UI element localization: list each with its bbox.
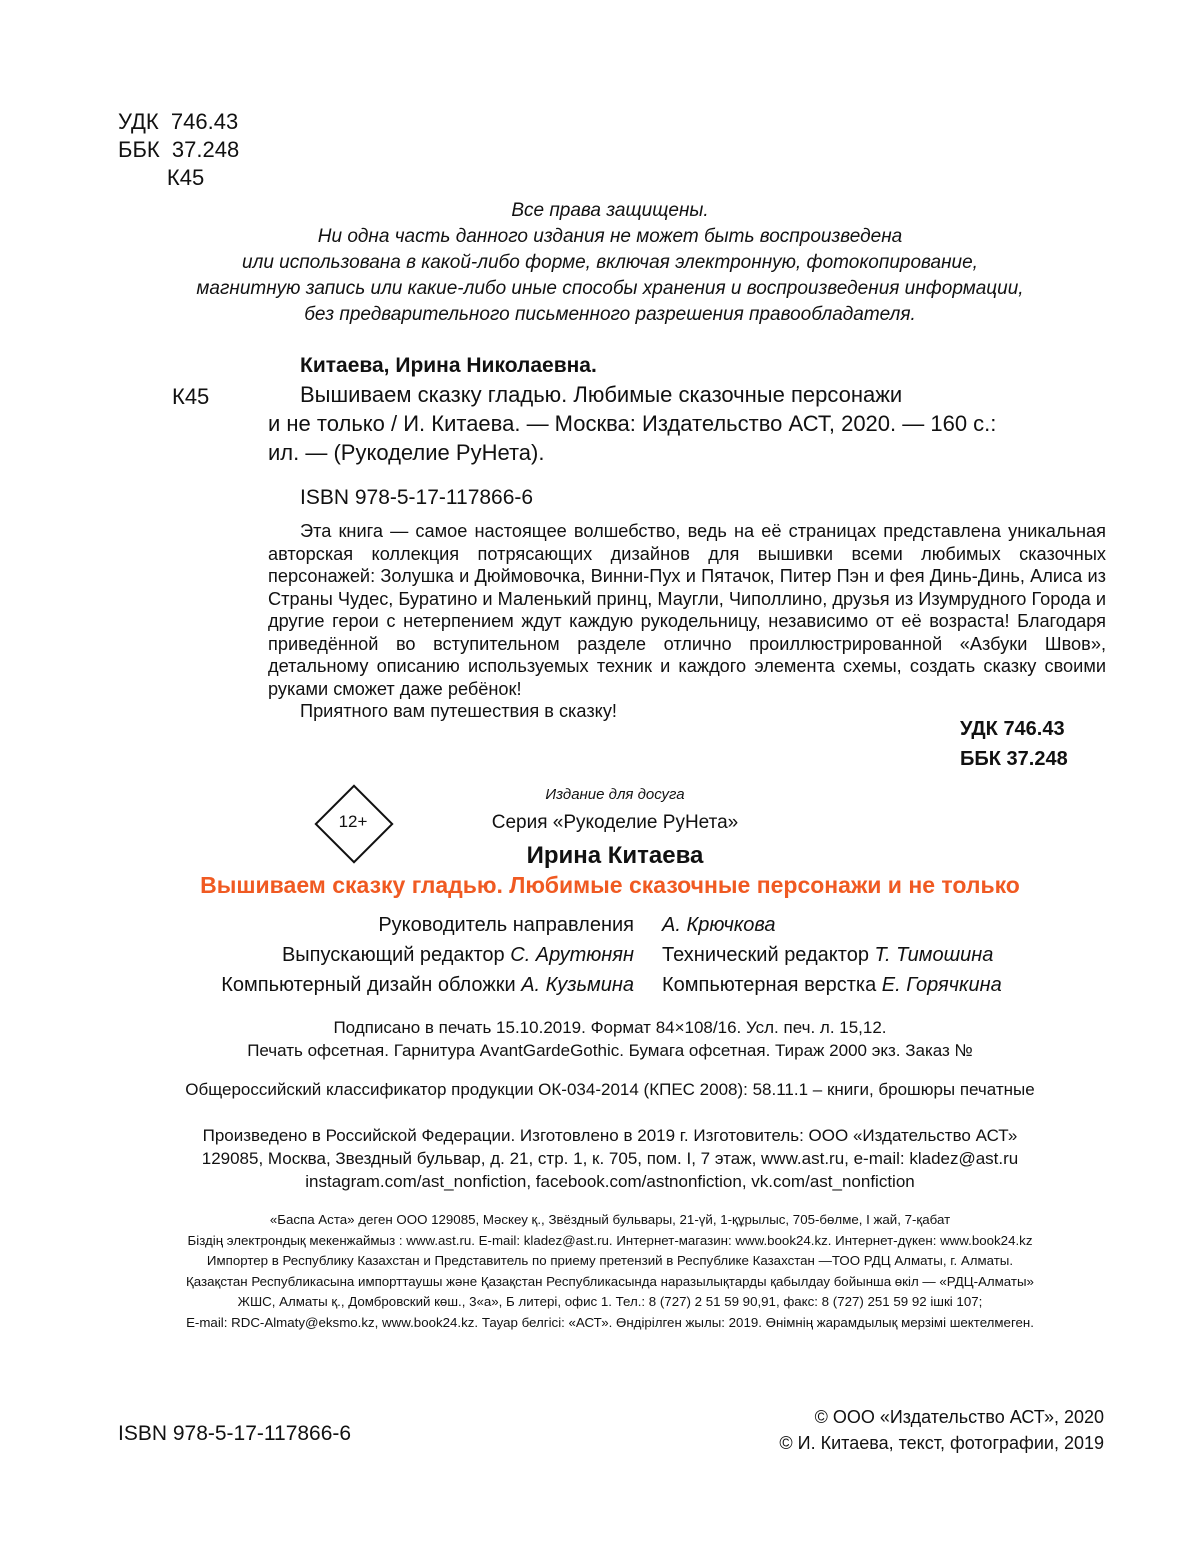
udk-code: УДК 746.43 bbox=[960, 718, 1065, 740]
series-name: Серия «Рукоделие РуНета» bbox=[491, 812, 739, 833]
product-classifier: Общероссийский классификатор продукции ОК-034-2014 (КПЕС 2008): 58.11.1 – книги, брошюры печатные bbox=[185, 1080, 1035, 1099]
credit-head bbox=[100, 910, 662, 940]
author-name: Ирина Китаева bbox=[526, 842, 704, 869]
kazakhstan-line: Біздің электрондық мекенжаймыз : www.ast.ru. E-mail: kladez@ast.ru. Интернет-магазин: www.book24.kz. Интернет-дүкен: www.book24.kz bbox=[187, 1232, 1033, 1248]
age-rating-text: 12+ bbox=[338, 812, 368, 831]
annotation-paragraph: Эта книга — самое настоящее волшебство, ведь на её страницах представлена уникальная авторская коллекция потрясающих дизайнов для вышивки всеми любимых сказочных персонажей: Золушка и Дюймовочка, Винни-Пух и Пятачок, Питер Пэн и фея Динь-Динь, Алиса из Страны Чудес, Буратино и Маленький принц, Маугли, Чиполлино, друзья из Изумрудного Города и другие герои с нетерпением ждут каждую рукодельницу, независимо от её возраста! Благодаря приведённой во вступительном разделе отлично проиллюстрированной «Азбуки Швов», детальному описанию используемых техник и каждого элемента схемы, создать сказку своими руками сможет даже ребёнок! bbox=[268, 521, 1106, 699]
manufacturer-line: Произведено в Российской Федерации. Изготовлено в 2019 г. Изготовитель: ООО «Издательство АСТ» bbox=[202, 1126, 1018, 1145]
print-info bbox=[100, 1016, 1120, 1062]
rights-line: Ни одна часть данного издания не может быть воспроизведена bbox=[317, 226, 903, 247]
credit-label: Выпускающий редактор bbox=[281, 944, 505, 966]
print-line: Подписано в печать 15.10.2019. Формат 84×108/16. Усл. печ. л. 15,12. bbox=[333, 1018, 887, 1037]
credit-exec bbox=[100, 940, 662, 970]
annotation bbox=[268, 520, 1106, 723]
book-title: Вышиваем сказку гладью. Любимые сказочные персонажи и не только bbox=[200, 872, 1020, 898]
rights-line: Все права защищены. bbox=[511, 200, 709, 221]
credit-tech bbox=[662, 940, 1120, 970]
rights-line: или использована в какой-либо форме, включая электронную, фотокопирование, bbox=[242, 252, 978, 273]
copyright bbox=[620, 1404, 1104, 1456]
credit-cover bbox=[100, 970, 662, 1000]
credit-name: А. Крючкова bbox=[662, 914, 776, 936]
credit-label: Руководитель направления bbox=[378, 914, 634, 936]
author-sign: К45 bbox=[118, 165, 205, 190]
udk-bbk-header bbox=[118, 108, 239, 192]
copyright-line: © ООО «Издательство АСТ», 2020 bbox=[814, 1407, 1104, 1427]
credit-name: С. Арутюнян bbox=[510, 944, 634, 966]
manufacturer-line: instagram.com/ast_nonfiction, facebook.com/astnonfiction, vk.com/ast_nonfiction bbox=[305, 1172, 915, 1191]
credits-row bbox=[100, 970, 1120, 1000]
kazakhstan-line: ЖШС, Алматы қ., Домбровский көш., 3«а», Б литері, офис 1. Тел.: 8 (727) 2 51 59 90,91, факс: 8 (727) 251 59 92 ішкі 107; bbox=[237, 1294, 983, 1309]
credit-name: Е. Горячкина bbox=[881, 974, 1002, 996]
credits-row bbox=[100, 910, 1120, 940]
credits bbox=[100, 910, 1120, 1000]
kazakhstan-line: «Баспа Аста» деген ООО 129085, Мәскеу қ., Звёздный бульвары, 21-үй, 1-құрылыс, 705-бөлме, I жай, 7-қабат bbox=[269, 1212, 951, 1227]
bib-line: ил. — (Рукоделие РуНета). bbox=[268, 440, 545, 465]
kazakhstan-line: E-mail: RDC-Almaty@eksmo.kz, www.book24.kz. Тауар белгісі: «АСТ». Өндірілген жылы: 2019. Өнімнің жарамдылық мерзімі шектелмеген. bbox=[186, 1314, 1034, 1330]
annotation-paragraph: Приятного вам путешествия в сказку! bbox=[300, 701, 617, 721]
edition-type: Издание для досуга bbox=[545, 786, 685, 803]
bib-author: Китаева, Ирина Николаевна. bbox=[300, 354, 597, 377]
credit-name: Т. Тимошина bbox=[874, 944, 994, 966]
manufacturer-line: 129085, Москва, Звездный бульвар, д. 21, стр. 1, к. 705, пом. I, 7 этаж, www.ast.ru, e-mail: kladez@ast.ru bbox=[201, 1149, 1019, 1168]
credit-label: Компьютерный дизайн обложки bbox=[221, 974, 516, 996]
kazakhstan-line: Қазақстан Республикасына импорттаушы және Қазақстан Республикасында наразылықтарды қабылдау бойынша өкіл — «РДЦ-Алматы» bbox=[186, 1273, 1034, 1289]
rights-line: магнитную запись или какие-либо иные способы хранения и воспроизведения информации, bbox=[196, 278, 1024, 299]
credit-label: Технический редактор bbox=[662, 944, 869, 966]
rights-notice bbox=[100, 198, 1120, 328]
credit-label: Компьютерная верстка bbox=[662, 974, 877, 996]
copyright-line: © И. Китаева, текст, фотографии, 2019 bbox=[779, 1433, 1104, 1453]
rights-line: без предварительного письменного разрешения правообладателя. bbox=[304, 304, 916, 325]
manufacturer-info bbox=[100, 1124, 1120, 1193]
udk-code: УДК 746.43 bbox=[118, 109, 239, 134]
credit-name: А. Кузьмина bbox=[521, 974, 634, 996]
age-rating-badge bbox=[316, 786, 390, 860]
credits-row bbox=[100, 940, 1120, 970]
bib-line: Вышиваем сказку гладью. Любимые сказочные персонажи bbox=[300, 382, 903, 407]
kazakhstan-line: Импортер в Республику Казахстан и Представитель по приему претензий в Республике Казахстан —ТОО РДЦ Алматы, г. Алматы. bbox=[206, 1253, 1014, 1268]
bib-line: и не только / И. Китаева. — Москва: Издательство АСТ, 2020. — 160 с.: bbox=[268, 411, 997, 436]
isbn-bottom: ISBN 978-5-17-117866-6 bbox=[118, 1422, 352, 1445]
credit-layout bbox=[662, 970, 1120, 1000]
print-line: Печать офсетная. Гарнитура AvantGardeGothic. Бумага офсетная. Тираж 2000 экз. Заказ № bbox=[247, 1041, 973, 1060]
bbk-code: ББК 37.248 bbox=[960, 748, 1068, 770]
bbk-code: ББК 37.248 bbox=[118, 137, 240, 162]
credit-head-name bbox=[662, 910, 1120, 940]
bib-record bbox=[268, 380, 1106, 467]
bib-author-sign: К45 bbox=[172, 384, 210, 409]
udk-bbk-block bbox=[960, 714, 1096, 774]
kazakhstan-info bbox=[100, 1210, 1120, 1333]
bib-isbn: ISBN 978-5-17-117866-6 bbox=[300, 486, 534, 509]
